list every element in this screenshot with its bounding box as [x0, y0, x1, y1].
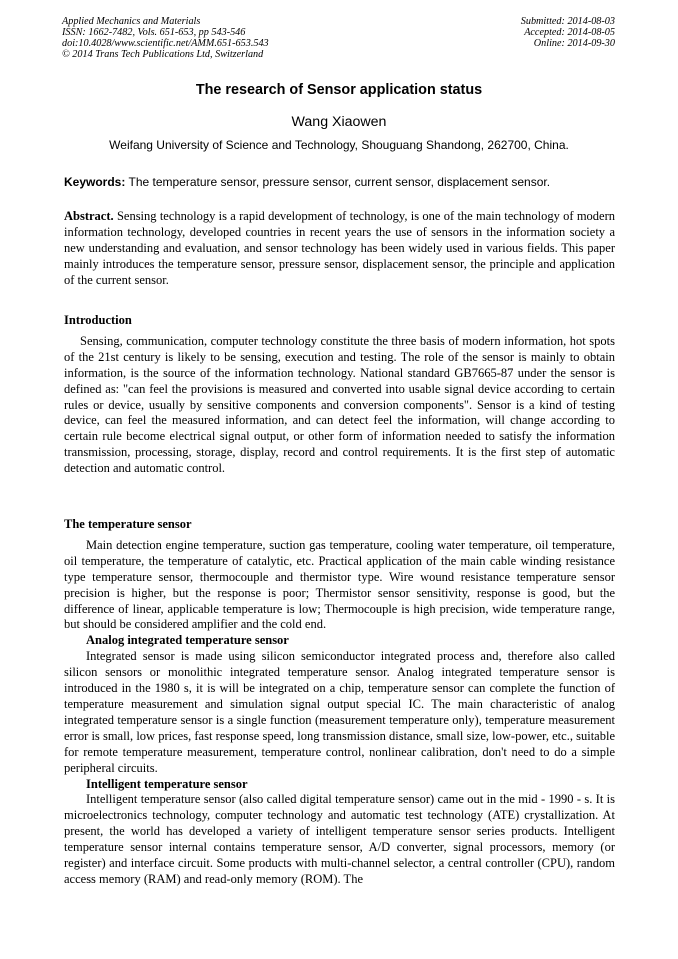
- abstract: [64, 209, 615, 289]
- online-date: Online: 2014-09-30: [533, 38, 615, 49]
- intelligent-sensor-heading: Intelligent temperature sensor: [86, 776, 248, 791]
- paper-author: Wang Xiaowen: [291, 114, 387, 130]
- keywords-text: The temperature sensor, pressure sensor, current sensor, displacement sensor.: [128, 175, 551, 189]
- journal-header: [62, 16, 615, 60]
- publication-dates: [521, 16, 615, 60]
- abstract-text: Sensing technology is a rapid development of technology, is one of the main technology of modern information technology, developed countries in recent years the use of sensors in the information society a new understanding and evaluation, and sensor technology has been widely used in various fields. This paper mainly introduces the temperature sensor, pressure sensor, displacement sensor, the principle and application of the current sensor.: [64, 209, 616, 287]
- intelligent-sensor-text: Intelligent temperature sensor (also called digital temperature sensor) came out in the mid - 1990 - s. It is microelectronics technology, computer technology and automatic test technology (ATE) crystallization. At present, the world has developed a variety of intelligent temperature sensor series products. Intelligent temperature sensor internal contains temperature sensor, A/D converter, signal processors, memory (or register) and interface circuit. Some products with multi-channel selector, a central controller (CPU), random access memory (RAM) and read-only memory (ROM). The: [64, 792, 615, 886]
- journal-doi: doi:10.4028/www.scientific.net/AMM.651-653.543: [62, 38, 269, 49]
- journal-issn: ISSN: 1662-7482, Vols. 651-653, pp 543-546: [62, 27, 246, 38]
- introduction-section: [64, 313, 615, 477]
- introduction-heading: Introduction: [64, 313, 132, 327]
- analog-sensor-heading: Analog integrated temperature sensor: [86, 633, 289, 648]
- journal-copyright: © 2014 Trans Tech Publications Ltd, Switzerland: [62, 49, 264, 60]
- analog-sensor-text: Integrated sensor is made using silicon semiconductor integrated process and, therefore also called silicon sensors or monolithic integrated temperature sensor. Analog integrated temperature sensor is introduced in the 1980 s, it is will be integrated on a chip, temperature sensor can complete the function of temperature measurement and simulation signal output special IC. The main characteristic of analog integrated temperature sensor is a single function (measurement temperature only), temperature measurement error is small, low prices, fast response speed, long transmission distance, small size, low-power, etc., suitable for remote temperature measurement, temperature control, nonlinear calibration, don't need to do a simple peripheral circuits.: [64, 649, 615, 775]
- journal-info: [62, 16, 269, 60]
- temperature-sensor-heading: The temperature sensor: [64, 517, 192, 531]
- submitted-date: Submitted: 2014-08-03: [520, 16, 615, 27]
- author-affiliation: Weifang University of Science and Technology, Shouguang Shandong, 262700, China.: [109, 138, 569, 152]
- paper-title: The research of Sensor application status: [195, 82, 483, 98]
- temperature-sensor-text: Main detection engine temperature, suction gas temperature, cooling water temperature, oil temperature, oil temperature, the temperature of catalytic, etc. Practical application of the main cable winding resistance type temperature sensor, thermocouple and thermistor type. Wire wound resistance temperature sensor precision is higher, but the response is poor; Thermistor sensor sensitivity, response is good, but the difference of linear, applicable temperature is low; Thermocouple is high precision, wide temperature range, but should be considered amplifier and the cold end.: [64, 537, 615, 632]
- journal-name: Applied Mechanics and Materials: [62, 16, 201, 27]
- keywords-label: Keywords:: [64, 175, 126, 189]
- introduction-text: Sensing, communication, computer technology constitute the three basis of modern information, hot spots of the 21st century is likely to be sensing, execution and testing. The role of the sensor is mainly to obtain information, is the source of the information technology. National standard GB7665-87 under the sensor is defined as: "can feel the provisions is measured and converted into usable signal device according to certain rules or device, usually by sensitive components and conversion components". Sensor is a kind of testing device, can feel the measured information, and can detect feel the information, will change according to certain rule become electrical signal output, or other form of information needed to satisfy the information transmission, processing, storage, display, record and control requirements. It is the first step of automatic detection and automatic control.: [64, 333, 615, 476]
- keywords: [64, 175, 616, 189]
- abstract-label: Abstract.: [64, 209, 114, 223]
- temperature-sensor-section: [64, 517, 615, 888]
- accepted-date: Accepted: 2014-08-05: [524, 27, 615, 38]
